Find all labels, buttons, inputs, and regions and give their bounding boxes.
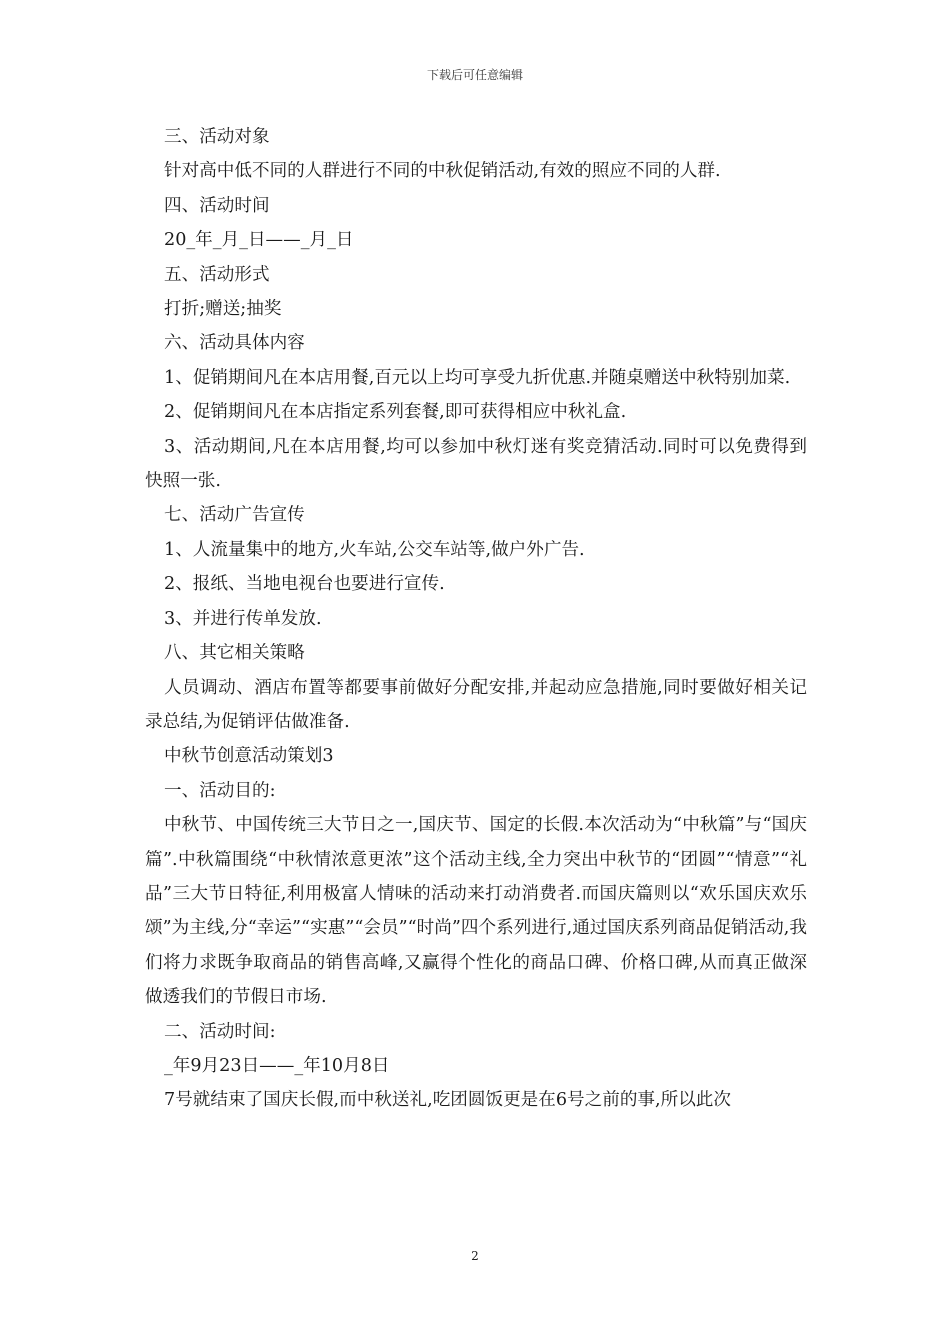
paragraph: 1、促销期间凡在本店用餐,百元以上均可享受九折优惠.并随桌赠送中秋特别加菜. xyxy=(164,367,791,388)
paragraph: 二、活动时间: xyxy=(164,1021,276,1042)
paragraph: 六、活动具体内容 xyxy=(164,333,305,354)
paragraph: 三、活动对象 xyxy=(164,127,270,147)
paragraph: 中秋节创意活动策划3 xyxy=(164,746,334,767)
paragraph: 七、活动广告宣传 xyxy=(164,505,305,526)
page-number: 2 xyxy=(471,1249,479,1263)
paragraph: 1、人流量集中的地方,火车站,公交车站等,做户外广告. xyxy=(164,539,585,560)
paragraph: 20_年_月_日——_月_日 xyxy=(164,230,354,251)
paragraph: 八、其它相关策略 xyxy=(164,643,305,664)
paragraph: 3、并进行传单发放. xyxy=(164,608,322,629)
header-note: 下载后可任意编辑 xyxy=(426,68,523,82)
paragraph: 四、活动时间 xyxy=(164,195,270,216)
paragraph: 针对高中低不同的人群进行不同的中秋促销活动,有效的照应不同的人群. xyxy=(164,161,721,182)
document-body xyxy=(145,120,807,1118)
paragraph: _年9月23日——_年10月8日 xyxy=(164,1055,390,1076)
paragraph: 2、促销期间凡在本店指定系列套餐,即可获得相应中秋礼盒. xyxy=(164,402,627,423)
paragraph: 一、活动目的: xyxy=(164,780,276,801)
paragraph: 3、活动期间,凡在本店用餐,均可以参加中秋灯迷有奖竞猜活动.同时可以免费得到快照一张. xyxy=(145,436,807,492)
paragraph: 7号就结束了国庆长假,而中秋送礼,吃团圆饭更是在6号之前的事,所以此次 xyxy=(164,1090,731,1111)
paragraph: 中秋节、中国传统三大节日之一,国庆节、国定的长假.本次活动为“中秋篇”与“国庆篇”.中秋篇围绕“中秋情浓意更浓”这个活动主线,全力突出中秋节的“团圆”“情意”“礼品”三大节日特征,利用极富人情味的活动来打动消费者.而国庆篇则以“欢乐国庆欢乐颂”为主线,分“幸运”“实惠”“会员”“时尚”四个系列进行,通过国庆系列商品促销活动,我们将力求既争取商品的销售高峰,又赢得个性化的商品口碑、价格口碑,从而真正做深做透我们的节假日市场. xyxy=(145,815,807,1008)
paragraph: 打折;赠送;抽奖 xyxy=(164,299,282,320)
paragraph: 2、报纸、当地电视台也要进行宣传. xyxy=(164,574,445,595)
paragraph: 五、活动形式 xyxy=(164,264,270,285)
paragraph: 人员调动、酒店布置等都要事前做好分配安排,并起动应急措施,同时要做好相关记录总结,为促销评估做准备. xyxy=(145,677,807,732)
